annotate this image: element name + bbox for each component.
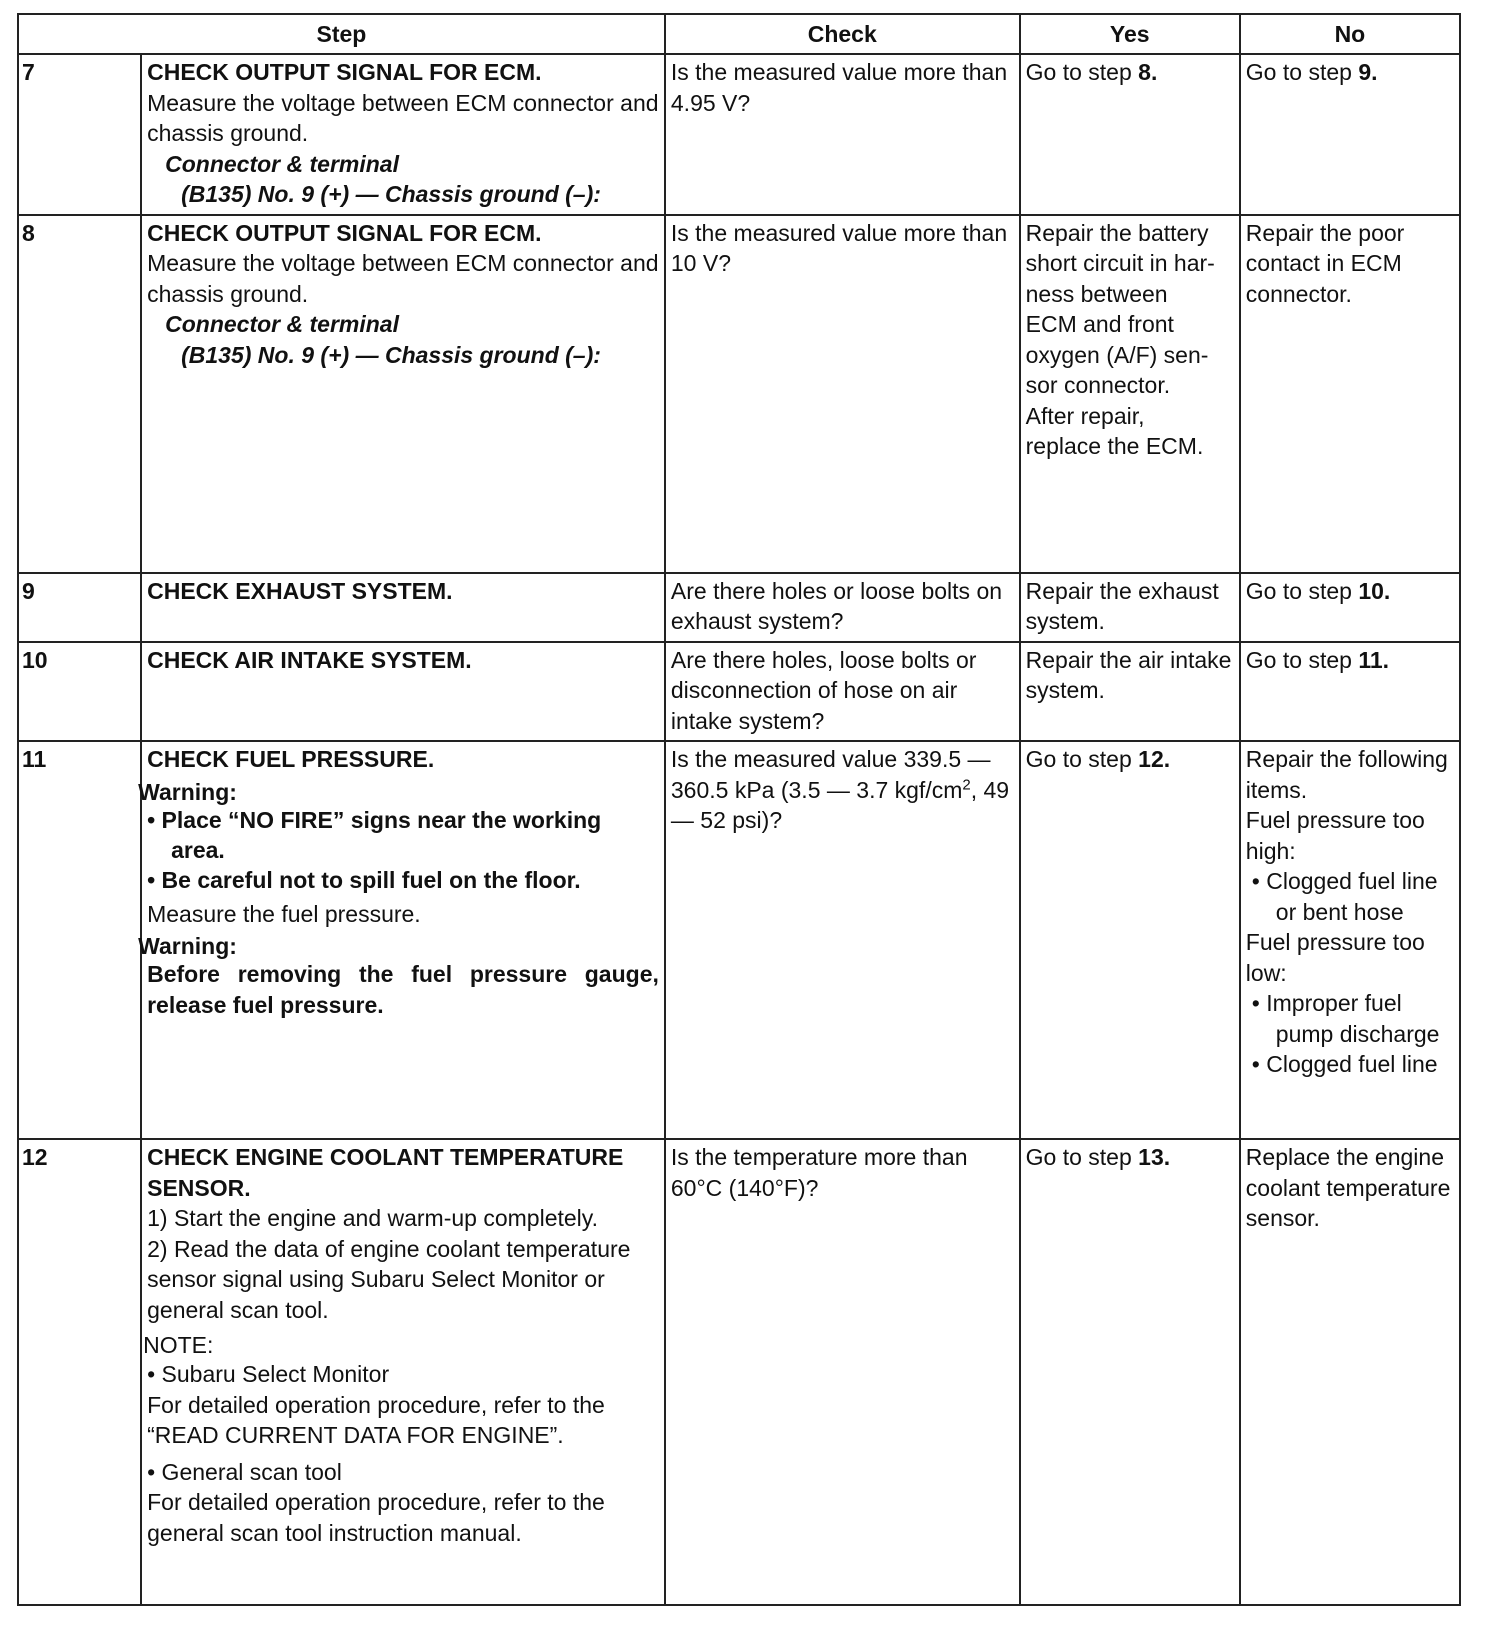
- check-text: Is the measured value 339.5 — 360.5 kPa (3.5 — 3.7 kgf/cm: [670, 746, 991, 803]
- step-title: CHECK AIR INTAKE SYSTEM.: [147, 646, 472, 673]
- diagnostic-table: [17, 13, 1461, 1606]
- no-cell: [1240, 741, 1460, 1139]
- no-text: Go to step: [1245, 577, 1359, 604]
- step-title: CHECK EXHAUST SYSTEM.: [147, 577, 453, 604]
- header-row: [18, 14, 1460, 54]
- yes-cell: [1020, 1139, 1240, 1605]
- no-step-ref: 10.: [1358, 577, 1391, 604]
- yes-line: ECM and front: [1025, 311, 1174, 337]
- step-text: Measure the voltage between ECM connector and chassis ground.: [147, 89, 659, 146]
- step-number: 9: [18, 573, 141, 642]
- yes-cell: Repair the air intake system.: [1020, 642, 1240, 742]
- table-row: [18, 573, 1460, 642]
- no-text: Go to step: [1245, 59, 1359, 85]
- table-row: [18, 741, 1460, 1139]
- step-number: 7: [18, 54, 141, 215]
- yes-line: oxygen (A/F) sen-: [1025, 341, 1209, 368]
- yes-cell: [1020, 215, 1240, 573]
- note-label: NOTE:: [143, 1332, 214, 1358]
- no-subhead: Fuel pressure too low:: [1245, 929, 1425, 986]
- table-row: [18, 1139, 1460, 1605]
- no-list-item: • Improper fuel pump discharge: [1251, 990, 1440, 1047]
- table-row: [18, 215, 1460, 573]
- yes-cell: [1020, 741, 1240, 1139]
- header-check: Check: [665, 14, 1020, 54]
- no-cell: Replace the engine coolant temperature sensor.: [1240, 1139, 1460, 1605]
- check-cell: Is the measured value more than 4.95 V?: [665, 54, 1020, 215]
- yes-line: short circuit in har-: [1025, 250, 1215, 276]
- no-list-item: • Clogged fuel line: [1251, 1051, 1438, 1077]
- no-step-ref: 9.: [1358, 59, 1378, 85]
- no-cell: [1240, 573, 1460, 642]
- step-number: 8: [18, 215, 141, 573]
- superscript: 2: [962, 775, 971, 793]
- step-cell: [141, 1139, 665, 1605]
- check-text: , 49 — 52 psi)?: [670, 776, 1010, 833]
- step-cell: [141, 215, 665, 573]
- step-number: 10: [18, 642, 141, 742]
- step-number: 12: [18, 1139, 141, 1605]
- warning-bullet: • Place “NO FIRE” signs near the working area.: [147, 806, 602, 863]
- procedure-step: 1) Start the engine and warm-up completely.: [147, 1205, 598, 1231]
- no-cell: [1240, 54, 1460, 215]
- note-text: For detailed operation procedure, refer to the “READ CURRENT DATA FOR ENGINE”.: [147, 1391, 605, 1448]
- no-text: Go to step: [1245, 646, 1359, 673]
- procedure-step: 2) Read the data of engine coolant temperature sensor signal using Subaru Select Monitor or general scan tool.: [147, 1235, 631, 1323]
- yes-cell: [1020, 54, 1240, 215]
- step-cell: [141, 642, 665, 742]
- yes-line: Repair the battery: [1025, 219, 1209, 246]
- step-title: CHECK OUTPUT SIGNAL FOR ECM.: [147, 219, 542, 246]
- check-cell: Are there holes, loose bolts or disconnection of hose on air intake system?: [665, 642, 1020, 742]
- yes-step-ref: 13.: [1138, 1144, 1171, 1170]
- table-row: [18, 54, 1460, 215]
- no-text: Repair the following items.: [1245, 746, 1448, 803]
- yes-line: replace the ECM.: [1025, 433, 1204, 459]
- no-step-ref: 11.: [1358, 646, 1390, 673]
- no-cell: [1240, 215, 1460, 573]
- step-title: CHECK OUTPUT SIGNAL FOR ECM.: [147, 59, 542, 85]
- step-title: CHECK FUEL PRESSURE.: [147, 746, 435, 772]
- step-text: Measure the fuel pressure.: [147, 900, 421, 927]
- terminal-text: (B135) No. 9 (+) — Chassis ground (–):: [181, 341, 601, 368]
- yes-text: Go to step: [1025, 746, 1139, 772]
- note-bullet: • Subaru Select Monitor: [147, 1361, 390, 1387]
- terminal-text: (B135) No. 9 (+) — Chassis ground (–):: [181, 181, 601, 207]
- check-cell: Is the measured value more than 10 V?: [665, 215, 1020, 573]
- note-text: For detailed operation procedure, refer to the general scan tool instruction manual.: [147, 1489, 605, 1546]
- yes-step-ref: 8.: [1138, 59, 1158, 85]
- step-title: CHECK ENGINE COOLANT TEMPERATURE SENSOR.: [147, 1144, 624, 1201]
- step-text: Measure the voltage between ECM connector and chassis ground.: [147, 250, 659, 307]
- table-row: [18, 642, 1460, 742]
- yes-cell: Repair the exhaust system.: [1020, 573, 1240, 642]
- no-cell: [1240, 642, 1460, 742]
- step-number: 11: [18, 741, 141, 1139]
- check-cell: Is the temperature more than 60°C (140°F)?: [665, 1139, 1020, 1605]
- connector-label: Connector & terminal: [165, 311, 399, 337]
- no-line: contact in ECM: [1245, 250, 1402, 276]
- no-subhead: Fuel pressure too high:: [1245, 807, 1425, 864]
- yes-line: sor connector.: [1025, 372, 1171, 398]
- step-cell: [141, 54, 665, 215]
- warning-label: Warning:: [138, 933, 237, 959]
- no-line: Repair the poor: [1245, 219, 1405, 246]
- header-step: Step: [18, 14, 665, 54]
- no-line: connector.: [1245, 280, 1352, 307]
- yes-line: After repair,: [1025, 402, 1145, 429]
- warning-bullet: • Be careful not to spill fuel on the floor.: [147, 866, 581, 893]
- warning-text: Before removing the fuel pressure gauge, release fuel pressure.: [147, 961, 659, 1018]
- check-cell: Are there holes or loose bolts on exhaust system?: [665, 573, 1020, 642]
- step-cell: [141, 573, 665, 642]
- warning-label: Warning:: [138, 778, 237, 805]
- yes-text: Go to step: [1025, 1144, 1139, 1170]
- header-yes: Yes: [1020, 14, 1240, 54]
- yes-line: ness between: [1025, 280, 1168, 307]
- yes-step-ref: 12.: [1138, 746, 1171, 772]
- note-bullet: • General scan tool: [147, 1458, 342, 1485]
- yes-text: Go to step: [1025, 59, 1139, 85]
- step-cell: [138, 741, 665, 1139]
- check-cell: [665, 741, 1020, 1139]
- header-no: No: [1240, 14, 1460, 54]
- no-list-item: • Clogged fuel line or bent hose: [1251, 868, 1438, 925]
- connector-label: Connector & terminal: [165, 150, 399, 177]
